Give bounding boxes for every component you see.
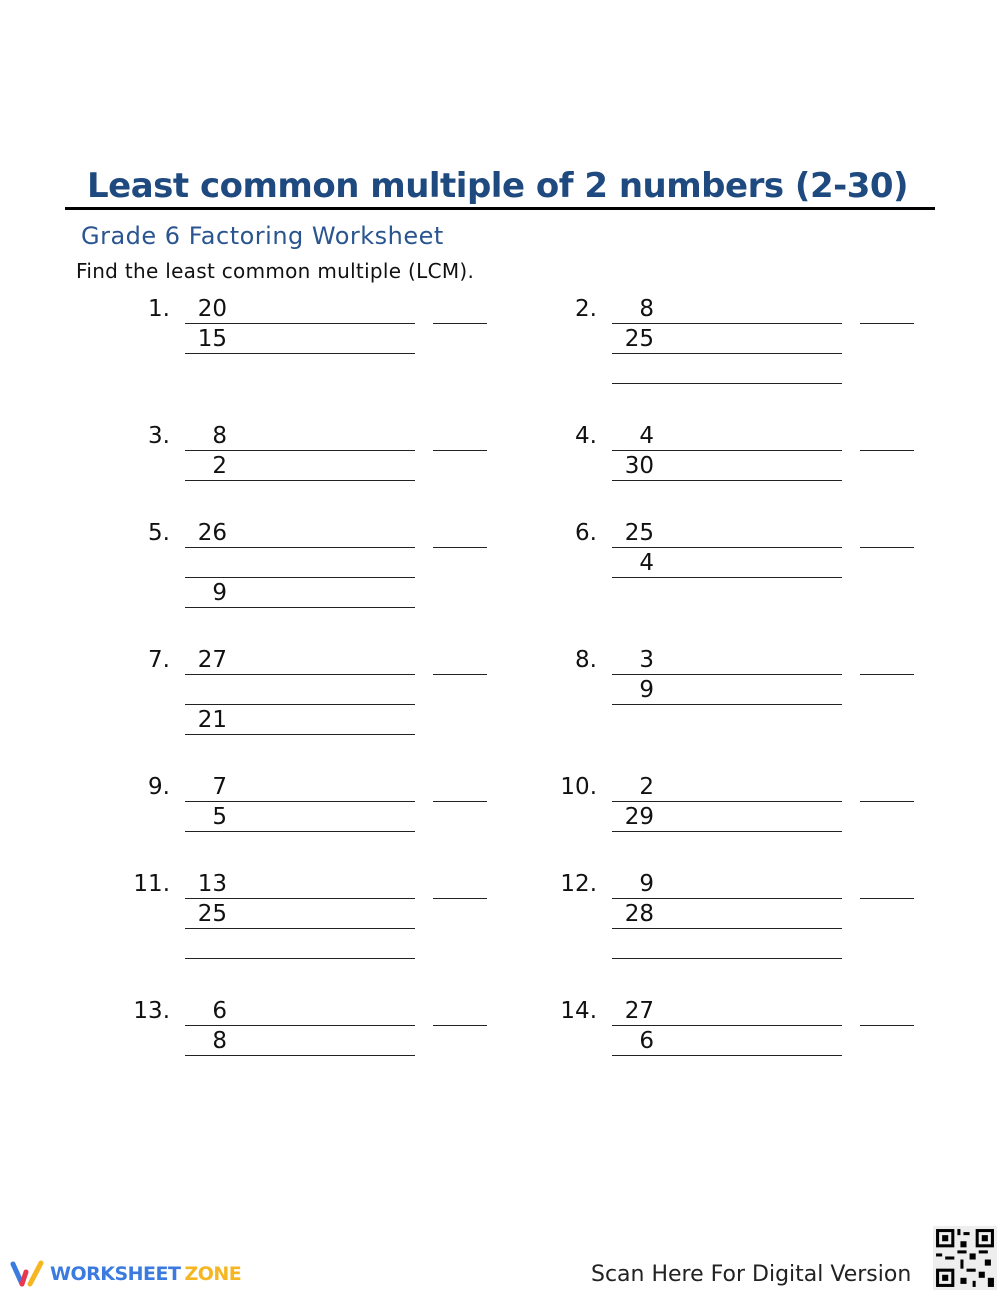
work-row	[492, 294, 922, 324]
first-number: 8	[212, 423, 227, 449]
problem-number: 9.	[148, 774, 170, 800]
work-row	[492, 772, 922, 802]
problem-4	[492, 421, 922, 481]
work-line[interactable]	[612, 704, 842, 705]
problem-8	[492, 645, 922, 705]
work-line[interactable]	[612, 383, 842, 384]
work-line[interactable]	[185, 734, 415, 735]
work-row	[65, 675, 495, 705]
first-number: 27	[197, 647, 227, 673]
logo-icon	[10, 1260, 46, 1288]
work-row	[65, 705, 495, 735]
work-row	[65, 548, 495, 578]
second-number: 21	[197, 707, 227, 733]
scan-text: Scan Here For Digital Version	[591, 1262, 912, 1287]
first-number: 27	[624, 998, 654, 1024]
work-row	[65, 451, 495, 481]
problem-13	[65, 996, 495, 1056]
instructions: Find the least common multiple (LCM).	[76, 259, 475, 283]
problem-11	[65, 869, 495, 959]
problem-6	[492, 518, 922, 578]
worksheet-title: Least common multiple of 2 numbers (2-30)	[87, 166, 909, 206]
problem-number: 5.	[148, 520, 170, 546]
first-number: 7	[212, 774, 227, 800]
first-number: 3	[639, 647, 654, 673]
second-number: 29	[624, 804, 654, 830]
second-number: 9	[639, 677, 654, 703]
work-row	[65, 772, 495, 802]
first-number: 25	[624, 520, 654, 546]
work-line[interactable]	[185, 958, 415, 959]
problem-number: 3.	[148, 423, 170, 449]
qr-code-icon[interactable]	[933, 1226, 997, 1290]
second-number: 4	[639, 550, 654, 576]
problem-9	[65, 772, 495, 832]
problem-14	[492, 996, 922, 1056]
work-row	[65, 421, 495, 451]
first-number: 9	[639, 871, 654, 897]
work-line[interactable]	[185, 607, 415, 608]
second-number: 25	[624, 326, 654, 352]
work-row	[65, 802, 495, 832]
worksheetzone-logo	[10, 1260, 241, 1288]
problem-5	[65, 518, 495, 608]
second-number: 30	[624, 453, 654, 479]
title-divider	[65, 207, 935, 210]
second-number: 15	[197, 326, 227, 352]
work-row	[492, 645, 922, 675]
work-row	[492, 324, 922, 354]
work-row	[492, 548, 922, 578]
work-line[interactable]	[185, 1055, 415, 1056]
second-number: 5	[212, 804, 227, 830]
problem-2	[492, 294, 922, 384]
problem-number: 2.	[575, 296, 597, 322]
work-row	[65, 324, 495, 354]
work-row	[65, 996, 495, 1026]
work-line[interactable]	[612, 958, 842, 959]
work-row	[492, 899, 922, 929]
first-number: 26	[197, 520, 227, 546]
second-number: 6	[639, 1028, 654, 1054]
work-row	[492, 518, 922, 548]
work-row	[492, 1026, 922, 1056]
second-number: 8	[212, 1028, 227, 1054]
work-line[interactable]	[612, 480, 842, 481]
work-row	[492, 354, 922, 384]
problem-number: 13.	[133, 998, 170, 1024]
problem-number: 7.	[148, 647, 170, 673]
work-row	[492, 421, 922, 451]
problem-1	[65, 294, 495, 354]
first-number: 20	[197, 296, 227, 322]
problem-number: 8.	[575, 647, 597, 673]
work-row	[65, 899, 495, 929]
problem-number: 4.	[575, 423, 597, 449]
second-number: 28	[624, 901, 654, 927]
work-row	[65, 294, 495, 324]
work-row	[492, 869, 922, 899]
work-line[interactable]	[185, 480, 415, 481]
worksheet-subtitle: Grade 6 Factoring Worksheet	[81, 222, 444, 250]
work-row	[65, 1026, 495, 1056]
problem-7	[65, 645, 495, 735]
brand-name-1: WORKSHEET	[50, 1263, 181, 1285]
work-line[interactable]	[612, 831, 842, 832]
first-number: 2	[639, 774, 654, 800]
work-line[interactable]	[612, 577, 842, 578]
work-row	[492, 802, 922, 832]
first-number: 4	[639, 423, 654, 449]
work-row	[65, 869, 495, 899]
work-row	[65, 645, 495, 675]
work-line[interactable]	[612, 1055, 842, 1056]
problem-number: 1.	[148, 296, 170, 322]
first-number: 8	[639, 296, 654, 322]
problem-number: 12.	[560, 871, 597, 897]
problem-12	[492, 869, 922, 959]
work-line[interactable]	[185, 353, 415, 354]
second-number: 2	[212, 453, 227, 479]
problem-number: 10.	[560, 774, 597, 800]
work-row	[65, 929, 495, 959]
first-number: 13	[197, 871, 227, 897]
work-row	[492, 451, 922, 481]
work-line[interactable]	[185, 831, 415, 832]
work-row	[65, 518, 495, 548]
problem-3	[65, 421, 495, 481]
problem-number: 6.	[575, 520, 597, 546]
problem-10	[492, 772, 922, 832]
first-number: 6	[212, 998, 227, 1024]
problem-number: 11.	[133, 871, 170, 897]
work-row	[492, 675, 922, 705]
brand-name-2: ZONE	[184, 1263, 242, 1285]
work-row	[65, 578, 495, 608]
second-number: 9	[212, 580, 227, 606]
problem-number: 14.	[560, 998, 597, 1024]
work-row	[492, 929, 922, 959]
work-row	[492, 996, 922, 1026]
second-number: 25	[197, 901, 227, 927]
